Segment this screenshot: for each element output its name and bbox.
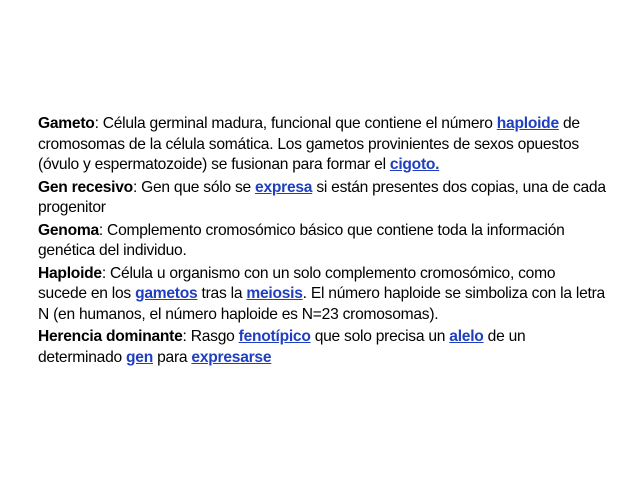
term-haploide: Haploide (38, 264, 102, 282)
definition-text: que solo precisa un (310, 328, 450, 345)
definition-text: : Célula u organismo con un solo complemento cromosómico, como sucede en los (38, 264, 556, 302)
glossary-entry-herencia-dominante (38, 327, 608, 368)
glossary-entry-gen-recesivo (38, 178, 608, 219)
link-fenotipico[interactable]: fenotípico (238, 328, 311, 345)
link-haploide[interactable]: haploide (496, 115, 559, 132)
term-gameto: Gameto (38, 115, 95, 132)
term-herencia-dominante: Herencia dominante (38, 328, 183, 345)
link-expresa[interactable]: expresa (255, 178, 313, 196)
link-meiosis[interactable]: meiosis (246, 285, 303, 302)
link-cigoto[interactable]: cigoto. (389, 156, 440, 173)
definition-text: de cromosomas de la célula somática. Los gametos provinientes de sexos opuestos (óvulo y espermatozoide) se fusionan para formar el (38, 115, 580, 173)
glossary-entry-haploide (38, 264, 608, 326)
definition-text: . El número haploide se simboliza con la letra N (en humanos, el número haploide es N=23 cromosomas). (38, 285, 605, 323)
link-alelo[interactable]: alelo (449, 328, 484, 345)
glossary-entry-gameto (38, 114, 608, 176)
definition-text: : Rasgo (182, 328, 239, 345)
link-expresarse[interactable]: expresarse (191, 348, 272, 366)
definition-text: de un determinado (38, 328, 526, 366)
link-gametos[interactable]: gametos (135, 285, 198, 302)
definition-text: tras la (197, 285, 247, 302)
term-genoma: Genoma (38, 221, 99, 239)
definition-text: para (153, 348, 192, 366)
glossary-slide (38, 114, 608, 370)
definition-text: : Célula germinal madura, funcional que contiene el número (94, 115, 497, 132)
link-gen[interactable]: gen (126, 348, 154, 366)
glossary-entry-genoma (38, 221, 608, 262)
term-gen-recesivo: Gen recesivo (38, 178, 133, 196)
definition-text: si están presentes dos copias, una de cada progenitor (38, 178, 606, 216)
definition-text: : Gen que sólo se (132, 178, 256, 196)
definition-text: : Complemento cromosómico básico que contiene toda la información genética del individuo. (38, 221, 565, 259)
